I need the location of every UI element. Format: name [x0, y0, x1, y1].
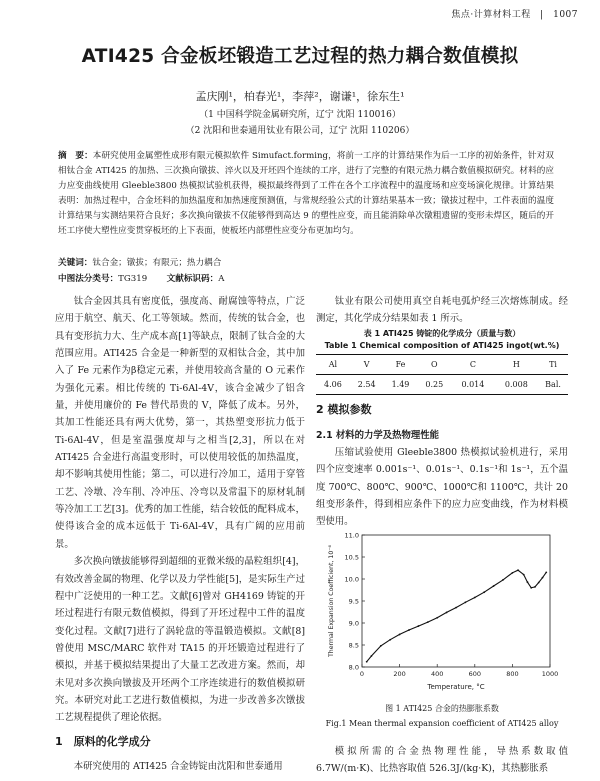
- data-point: [371, 655, 373, 657]
- data-point: [530, 587, 532, 589]
- table-header-cell: Fe: [395, 359, 406, 369]
- table-caption-en: Table 1 Chemical composition of ATI425 ingot(wt.%): [324, 340, 560, 350]
- clc-label: 中图法分类号：: [58, 274, 119, 284]
- table-cell: 1.49: [391, 380, 410, 390]
- data-point: [474, 597, 476, 599]
- data-point: [380, 645, 382, 647]
- figure-caption-cn: 图 1 ATI425 合金的热膨胀系数: [385, 704, 499, 713]
- running-header-journal-title: 焦点·计算材料工程: [451, 10, 531, 20]
- y-tick-label: 8.0: [348, 663, 359, 672]
- data-point: [446, 612, 448, 614]
- y-axis-label: Thermal Expansion Coefficient, 10⁻⁶: [328, 544, 335, 658]
- composition-paragraph: 钛业有限公司使用真空自耗电弧炉经三次熔炼制成。经测定，其化学成分结果如表 1 所示。: [316, 296, 568, 325]
- data-point: [427, 621, 429, 623]
- data-point: [455, 607, 457, 609]
- intro-paragraph-2: 多次换向镦拔能够得到超细的亚微米级的晶粒组织[4]，有效改善金属的物理、化学以及力学性能[5]，是实际生产过程中广泛使用的一种工艺。文献[6]曾对 GH4169 铸锭的开坯过程进行有限元数值模拟，得到了开坯过程中工件的温度变化过程。文献[7]进行了涡轮盘的等温锻造模拟。文献[8]曾使用 MSC/MARC 软件对 TA15 的开坯锻造过程进行了模拟，并基于模拟结果提出了大量工艺改进方案。然而，却未见对多次换向镦拔及开坯两个工序连续进行的数值模拟研究。本研究对此工艺进行数值模拟，为进一步改善多次镦拔工艺规程提供了理论依据。: [55, 556, 305, 724]
- keywords-label: 关键词：: [58, 258, 93, 268]
- running-header-page-number: 1007: [553, 10, 578, 20]
- doc-code-label: 文献标识码：: [166, 274, 219, 284]
- y-tick-label: 11.0: [344, 531, 359, 540]
- x-tick-label: 200: [393, 670, 406, 678]
- y-tick-label: 9.5: [348, 597, 359, 606]
- x-tick-label: 600: [468, 670, 482, 678]
- affiliation-1: （1 中国科学院金属研究所，辽宁 沈阳 110016）: [199, 110, 401, 120]
- keywords-text: 钛合金；镦拔；有限元；热力耦合: [92, 258, 222, 268]
- subsection-2-1-heading: 2.1 材料的力学及热物理性能: [316, 429, 439, 441]
- data-point: [534, 586, 536, 588]
- data-point: [502, 579, 504, 581]
- table-header-cell: Ti: [549, 359, 557, 369]
- cte-series-line: [367, 570, 547, 662]
- table-cell: 0.25: [425, 380, 444, 390]
- table-header-cell: H: [512, 359, 520, 369]
- y-tick-label: 10.0: [344, 575, 359, 584]
- data-point: [545, 572, 547, 574]
- x-axis-label: Temperature, °C: [427, 683, 485, 691]
- y-tick-label: 8.5: [348, 641, 359, 650]
- section-1-heading: 1 原料的化学成分: [55, 734, 151, 748]
- table-cell: 4.06: [323, 380, 342, 390]
- classification: [58, 272, 224, 284]
- abstract-text: 本研究使用金属塑性成形有限元模拟软件 Simufact.forming，将前一工序的计算结果作为后一工序的初始条件，针对双相钛合金 ATI425 的加热、三次换向镦拔、淬火以及开坯四个连续的工序，进行了完整的有限元热力耦合数值模拟研究。材料的应力应变曲线使用 Gleeble3800 热模拟试验机获得，模拟最终得到了工件在各个工序流程中的温度场和应变场演化规律。计算结果表明：加热过程中，合金坯料的加热温度和加热速度预测值，与常规经验公式的计算结果基本一致；镦拔过程中，工件表面的温度计算结果与实测结果符合良好；多次换向镦拔不仅能够得到高达 9 的塑性应变，而且能消除单次镦粗遗留的变形未焊区，随后的开坯工序使大塑性应变贯穿板坯的上下表面，使板坯内部塑性应变分布更加均匀。: [58, 151, 554, 236]
- table-cell: Bal.: [545, 380, 561, 390]
- table-header-cell: V: [363, 359, 370, 369]
- y-tick-label: 9.0: [348, 619, 359, 628]
- table-cell: 0.014: [461, 380, 485, 390]
- data-point: [483, 591, 485, 593]
- table-caption-cn: 表 1 ATI425 铸锭的化学成分（质量与数）: [363, 328, 521, 338]
- table-header-row: [316, 354, 568, 374]
- data-point: [408, 629, 410, 631]
- thermal-expansion-chart: [322, 527, 558, 695]
- data-point: [527, 581, 529, 583]
- section-2-heading: 2 模拟参数: [316, 403, 372, 417]
- plot-frame: [362, 535, 550, 667]
- data-point: [542, 577, 544, 579]
- data-point: [523, 574, 525, 576]
- figure-caption-en: Fig.1 Mean thermal expansion coefficient of ATI425 alloy: [325, 719, 559, 728]
- running-header: 焦点·计算材料工程 | 1007: [451, 10, 578, 20]
- table-caption: [316, 328, 568, 352]
- table-cell: 0.008: [504, 380, 528, 390]
- table-header-cell: O: [431, 359, 438, 369]
- x-tick-label: 400: [430, 670, 444, 678]
- table-cell: 2.54: [357, 380, 376, 390]
- thermal-properties-paragraph: [316, 743, 568, 777]
- right-column: [316, 293, 568, 531]
- abstract: [58, 149, 554, 239]
- affiliation-2: （2 沈阳和世泰通用钛业有限公司，辽宁 沈阳 110206）: [185, 126, 415, 136]
- left-column: [55, 293, 315, 775]
- table-header-cell: Al: [328, 359, 338, 369]
- composition-table: [316, 354, 568, 396]
- data-point: [389, 639, 391, 641]
- keywords: [58, 256, 221, 268]
- x-tick-label: 800: [506, 670, 519, 678]
- author-list: 孟庆刚¹，柏春光¹，李萍²，谢谦¹，徐东生¹: [195, 90, 405, 103]
- data-point: [493, 585, 495, 587]
- data-point: [517, 569, 519, 571]
- abstract-label: 摘 要：: [58, 151, 93, 161]
- data-point: [399, 634, 401, 636]
- data-point: [512, 572, 514, 574]
- data-point: [436, 617, 438, 619]
- x-tick-label: 0: [359, 670, 365, 678]
- data-point: [465, 601, 467, 603]
- data-point: [366, 661, 368, 663]
- y-tick-label: 10.5: [344, 553, 359, 562]
- compression-test-paragraph: 压缩试验使用 Gleeble3800 热模拟试验机进行，采用四个应变速率 0.001s⁻¹、0.01s⁻¹、0.1s⁻¹和 1s⁻¹，五个温度 700℃、800℃、900℃、1000℃和 1100℃，共计 20 组变形条件，得到相应条件下的应力应变曲线，作为材料模型使用。: [316, 447, 568, 528]
- doc-code-value: A: [218, 274, 225, 284]
- intro-paragraph-1: 钛合金因其具有密度低，强度高、耐腐蚀等特点，广泛应用于航空、航天、化工等领域。然而，传统的钛合金，也具有变形抗力大、生产成本高[1]等缺点，限制了钛合金的大范围应用。ATI425 合金是一种新型的双相钛合金，其中加入了 Fe 元素作为β稳定元素，并使用较高含量的 O 元素作为强化元素。相比传统的 Ti-6Al-4V，该合金减少了铝含量，并使用廉价的 Fe 替代昂贵的 V，降低了成本。另外，其加工性能还具有两大优势，第一，其热塑变形抗力低于 Ti-6Al-4V，但是室温强度却与之相当[2,3]，所以在对 ATI425 合金进行高温变形时，可以使用较低的加热温度，却不影响其使用性能；第二，可以进行冷加工，适用于穿管工艺、冷墩、冷车削、冷冲压、冷弯以及常温下的原材轧制等冷加工工艺[3]。优秀的加工性能，结合较低的配料成本，使得该合金的成本远低于 Ti-6Al-4V，具有广阔的应用前景。: [55, 296, 315, 550]
- table-header-cell: C: [469, 359, 476, 369]
- data-point: [538, 582, 540, 584]
- x-tick-label: 1000: [541, 670, 558, 678]
- data-point: [418, 625, 420, 627]
- section-1-paragraph: 本研究使用的 ATI425 合金铸锭由沈阳和世泰通用: [73, 760, 283, 772]
- table-row: [316, 375, 568, 395]
- thermal-properties-text: 模拟所需的合金热物理性能，导热系数取值 6.7W/(m·K)、比热容取值 526.3J/(kg·K)，其热膨胀系: [316, 746, 568, 774]
- clc-value: TG319: [118, 274, 148, 284]
- paper-title: ATI425 合金板坯锻造工艺过程的热力耦合数值模拟: [81, 46, 519, 67]
